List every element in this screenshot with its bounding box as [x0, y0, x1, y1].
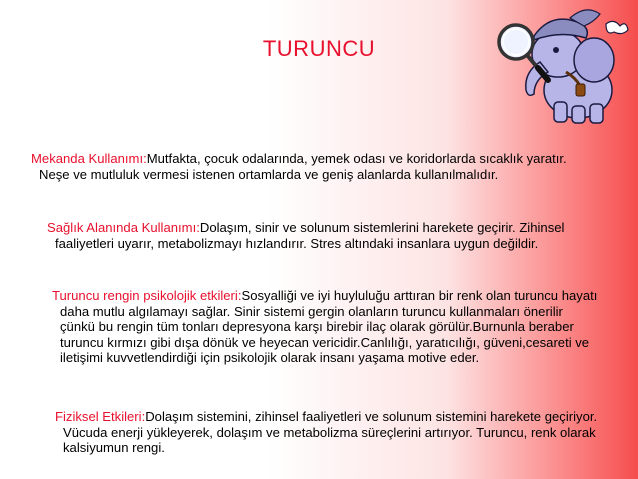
paragraph-fiziksel-etkileri — [55, 409, 603, 456]
paragraph-text: Dolaşım sistemini, zihinsel faaliyetleri ve solunum sistemini harekete geçiriyor. Vücuda enerji yükleyerek, dolaşım ve metabolizma süreçlerini artırıyor. Turuncu, renk olarak kalsiyumun rengi. — [63, 409, 598, 456]
slide-title: TURUNCU — [262, 36, 376, 61]
detective-elephant-icon — [490, 2, 630, 127]
paragraph-text: Mutfakta, çocuk odalarında, yemek odası ve koridorlarda sıcaklık yaratır. Neşe ve mutluluk vermesi istenen ortamlarda ve geniş alanlarda kullanılmalıdır. — [39, 151, 567, 182]
paragraph-label: Sağlık Alanında Kullanımı: — [47, 220, 200, 235]
paragraph-label: Mekanda Kullanımı: — [31, 151, 147, 166]
paragraph-label: Fiziksel Etkileri: — [55, 409, 146, 424]
paragraph-text: Dolaşım, sinir ve solunum sistemlerini harekete geçirir. Zihinsel faaliyetleri uyarır, metabolizmayı hızlandırır. Stres altındaki insanlara uygun değildir. — [55, 220, 565, 251]
paragraph-saglik-alaninda-kullanimi — [47, 220, 603, 251]
paragraph-mekanda-kullanimi — [31, 151, 599, 182]
paragraph-psikolojik-etkileri — [52, 288, 600, 366]
paragraph-label: Turuncu rengin psikolojik etkileri: — [52, 288, 242, 303]
paragraph-text: Sosyalliği ve iyi huyluluğu arttıran bir renk olan turuncu hayatı daha mutlu algılamayı sağlar. Sinir sistemi gergin olanların turuncu kullanmaları önerilir çünkü bu rengin tüm tonları depresyona karşı birebir ilaç olarak görülür.Burnunla beraber turuncu kırmızı gibi dışa dönük ve heyecan vericidir.Canlılığı, yaratıcılığı, güveni,cesareti ve iletişimi kuvvetlendirdiği için psikolojik olarak insanı yaşama motive eder. — [60, 288, 598, 366]
